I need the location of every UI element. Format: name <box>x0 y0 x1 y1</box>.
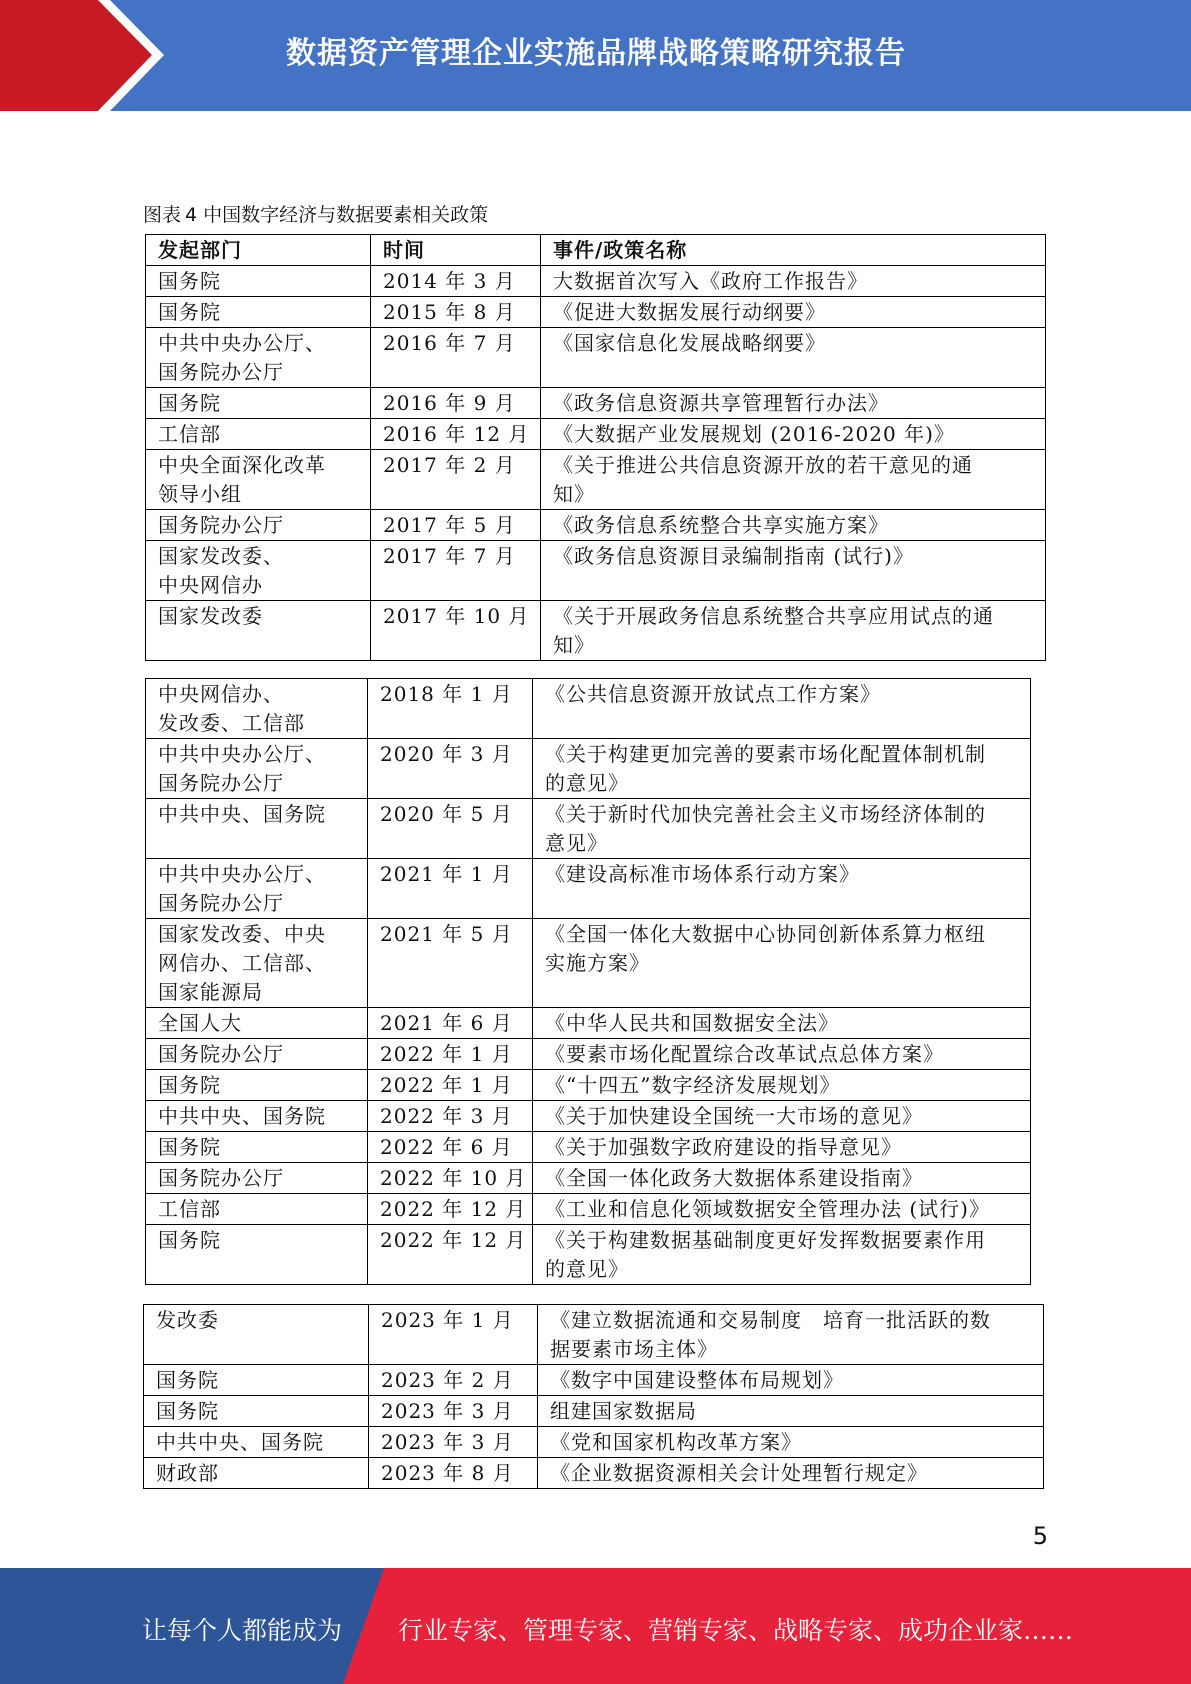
date-cell: 2017 年 10 月 <box>371 601 541 661</box>
department-cell: 中央网信办、 发改委、工信部 <box>146 679 368 739</box>
department-cell: 国务院 <box>144 1396 369 1427</box>
header-banner <box>0 0 1191 111</box>
date-cell: 2022 年 3 月 <box>368 1101 533 1132</box>
policy-name-cell: 《关于推进公共信息资源开放的若干意见的通 知》 <box>541 450 1046 510</box>
date-cell: 2021 年 1 月 <box>368 859 533 919</box>
table-row <box>146 510 1046 541</box>
table-row <box>146 919 1031 1008</box>
table-header-row <box>146 235 1046 266</box>
policy-name-cell: 《全国一体化政务大数据体系建设指南》 <box>533 1163 1031 1194</box>
policy-name-cell: 《关于加强数字政府建设的指导意见》 <box>533 1132 1031 1163</box>
policy-table-3 <box>143 1304 1044 1489</box>
caption-text: 中国数字经济与数据要素相关政策 <box>203 204 489 226</box>
department-cell: 国务院 <box>146 266 371 297</box>
table-row <box>146 266 1046 297</box>
date-cell: 2016 年 9 月 <box>371 388 541 419</box>
footer-banner <box>0 1568 1191 1684</box>
policy-name-cell: 《关于构建数据基础制度更好发挥数据要素作用 的意见》 <box>533 1225 1031 1285</box>
policy-name-cell: 《要素市场化配置综合改革试点总体方案》 <box>533 1039 1031 1070</box>
department-cell: 国务院 <box>146 297 371 328</box>
table-row <box>146 601 1046 661</box>
column-header-department: 发起部门 <box>146 235 371 266</box>
date-cell: 2016 年 12 月 <box>371 419 541 450</box>
department-cell: 国务院 <box>144 1365 369 1396</box>
department-cell: 工信部 <box>146 419 371 450</box>
date-cell: 2020 年 3 月 <box>368 739 533 799</box>
date-cell: 2023 年 3 月 <box>369 1427 538 1458</box>
table-row <box>146 450 1046 510</box>
department-cell: 全国人大 <box>146 1008 368 1039</box>
table-row <box>146 1163 1031 1194</box>
department-cell: 国务院办公厅 <box>146 1039 368 1070</box>
policy-name-cell: 《关于加快建设全国统一大市场的意见》 <box>533 1101 1031 1132</box>
date-cell: 2018 年 1 月 <box>368 679 533 739</box>
table-row <box>144 1305 1044 1365</box>
policy-name-cell: 《全国一体化大数据中心协同创新体系算力枢纽 实施方案》 <box>533 919 1031 1008</box>
date-cell: 2021 年 6 月 <box>368 1008 533 1039</box>
department-cell: 国务院 <box>146 388 371 419</box>
date-cell: 2022 年 6 月 <box>368 1132 533 1163</box>
date-cell: 2023 年 3 月 <box>369 1396 538 1427</box>
footer-slogan-left: 让每个人都能成为 <box>142 1616 343 1645</box>
date-cell: 2023 年 1 月 <box>369 1305 538 1365</box>
table-row <box>144 1365 1044 1396</box>
policy-name-cell: 《政务信息资源共享管理暂行办法》 <box>541 388 1046 419</box>
policy-name-cell: 《政务信息资源目录编制指南 (试行)》 <box>541 541 1046 601</box>
department-cell: 国务院办公厅 <box>146 1163 368 1194</box>
table-row <box>144 1427 1044 1458</box>
table-row <box>146 1225 1031 1285</box>
table-row <box>144 1396 1044 1427</box>
date-cell: 2015 年 8 月 <box>371 297 541 328</box>
table-row <box>144 1458 1044 1489</box>
policy-name-cell: 《工业和信息化领域数据安全管理办法 (试行)》 <box>533 1194 1031 1225</box>
department-cell: 中共中央办公厅、 国务院办公厅 <box>146 328 371 388</box>
policy-name-cell: 《建立数据流通和交易制度 培育一批活跃的数 据要素市场主体》 <box>538 1305 1044 1365</box>
department-cell: 中共中央、国务院 <box>146 799 368 859</box>
caption-prefix: 图表 <box>143 204 182 226</box>
policy-name-cell: 《中华人民共和国数据安全法》 <box>533 1008 1031 1039</box>
table-row <box>146 799 1031 859</box>
department-cell: 工信部 <box>146 1194 368 1225</box>
policy-name-cell: 《政务信息系统整合共享实施方案》 <box>541 510 1046 541</box>
date-cell: 2020 年 5 月 <box>368 799 533 859</box>
footer-slogan-right: 行业专家、管理专家、营销专家、战略专家、成功企业家…… <box>398 1616 1074 1645</box>
table-row <box>146 419 1046 450</box>
table-row <box>146 1132 1031 1163</box>
policy-name-cell: 《数字中国建设整体布局规划》 <box>538 1365 1044 1396</box>
table-row <box>146 1070 1031 1101</box>
department-cell: 国务院办公厅 <box>146 510 371 541</box>
date-cell: 2014 年 3 月 <box>371 266 541 297</box>
table-row <box>146 1194 1031 1225</box>
date-cell: 2017 年 2 月 <box>371 450 541 510</box>
department-cell: 发改委 <box>144 1305 369 1365</box>
table-row <box>146 1101 1031 1132</box>
department-cell: 国务院 <box>146 1070 368 1101</box>
date-cell: 2017 年 5 月 <box>371 510 541 541</box>
policy-name-cell: 《促进大数据发展行动纲要》 <box>541 297 1046 328</box>
date-cell: 2016 年 7 月 <box>371 328 541 388</box>
department-cell: 中共中央、国务院 <box>146 1101 368 1132</box>
figure-caption <box>143 200 488 227</box>
table-row <box>146 541 1046 601</box>
table-row <box>146 328 1046 388</box>
policy-name-cell: 《国家信息化发展战略纲要》 <box>541 328 1046 388</box>
table-row <box>146 297 1046 328</box>
department-cell: 国家发改委、 中央网信办 <box>146 541 371 601</box>
department-cell: 中共中央、国务院 <box>144 1427 369 1458</box>
policy-name-cell: 《大数据产业发展规划 (2016-2020 年)》 <box>541 419 1046 450</box>
department-cell: 国家发改委、中央 网信办、工信部、 国家能源局 <box>146 919 368 1008</box>
date-cell: 2023 年 8 月 <box>369 1458 538 1489</box>
date-cell: 2021 年 5 月 <box>368 919 533 1008</box>
department-cell: 国家发改委 <box>146 601 371 661</box>
department-cell: 中共中央办公厅、 国务院办公厅 <box>146 859 368 919</box>
department-cell: 国务院 <box>146 1225 368 1285</box>
date-cell: 2022 年 12 月 <box>368 1194 533 1225</box>
policy-table-2 <box>145 678 1031 1285</box>
header-red-block <box>0 0 152 111</box>
table-row <box>146 388 1046 419</box>
department-cell: 中共中央办公厅、 国务院办公厅 <box>146 739 368 799</box>
department-cell: 国务院 <box>146 1132 368 1163</box>
date-cell: 2017 年 7 月 <box>371 541 541 601</box>
policy-name-cell: 《关于构建更加完善的要素市场化配置体制机制 的意见》 <box>533 739 1031 799</box>
department-cell: 财政部 <box>144 1458 369 1489</box>
policy-name-cell: 组建国家数据局 <box>538 1396 1044 1427</box>
policy-table-1 <box>145 234 1046 661</box>
date-cell: 2022 年 12 月 <box>368 1225 533 1285</box>
policy-name-cell: 《“十四五”数字经济发展规划》 <box>533 1070 1031 1101</box>
policy-name-cell: 《关于开展政务信息系统整合共享应用试点的通 知》 <box>541 601 1046 661</box>
column-header-time: 时间 <box>371 235 541 266</box>
policy-name-cell: 《建设高标准市场体系行动方案》 <box>533 859 1031 919</box>
date-cell: 2022 年 1 月 <box>368 1039 533 1070</box>
table-row <box>146 859 1031 919</box>
policy-name-cell: 《企业数据资源相关会计处理暂行规定》 <box>538 1458 1044 1489</box>
policy-name-cell: 《关于新时代加快完善社会主义市场经济体制的 意见》 <box>533 799 1031 859</box>
table-row <box>146 1039 1031 1070</box>
policy-name-cell: 《党和国家机构改革方案》 <box>538 1427 1044 1458</box>
caption-number: 4 <box>185 204 198 226</box>
page-number: 5 <box>1032 1522 1048 1550</box>
date-cell: 2022 年 10 月 <box>368 1163 533 1194</box>
date-cell: 2023 年 2 月 <box>369 1365 538 1396</box>
report-title: 数据资产管理企业实施品牌战略策略研究报告 <box>286 36 906 71</box>
department-cell: 中央全面深化改革 领导小组 <box>146 450 371 510</box>
column-header-policy: 事件/政策名称 <box>541 235 1046 266</box>
policy-name-cell: 《公共信息资源开放试点工作方案》 <box>533 679 1031 739</box>
table-row <box>146 679 1031 739</box>
policy-name-cell: 大数据首次写入《政府工作报告》 <box>541 266 1046 297</box>
table-row <box>146 1008 1031 1039</box>
table-row <box>146 739 1031 799</box>
date-cell: 2022 年 1 月 <box>368 1070 533 1101</box>
